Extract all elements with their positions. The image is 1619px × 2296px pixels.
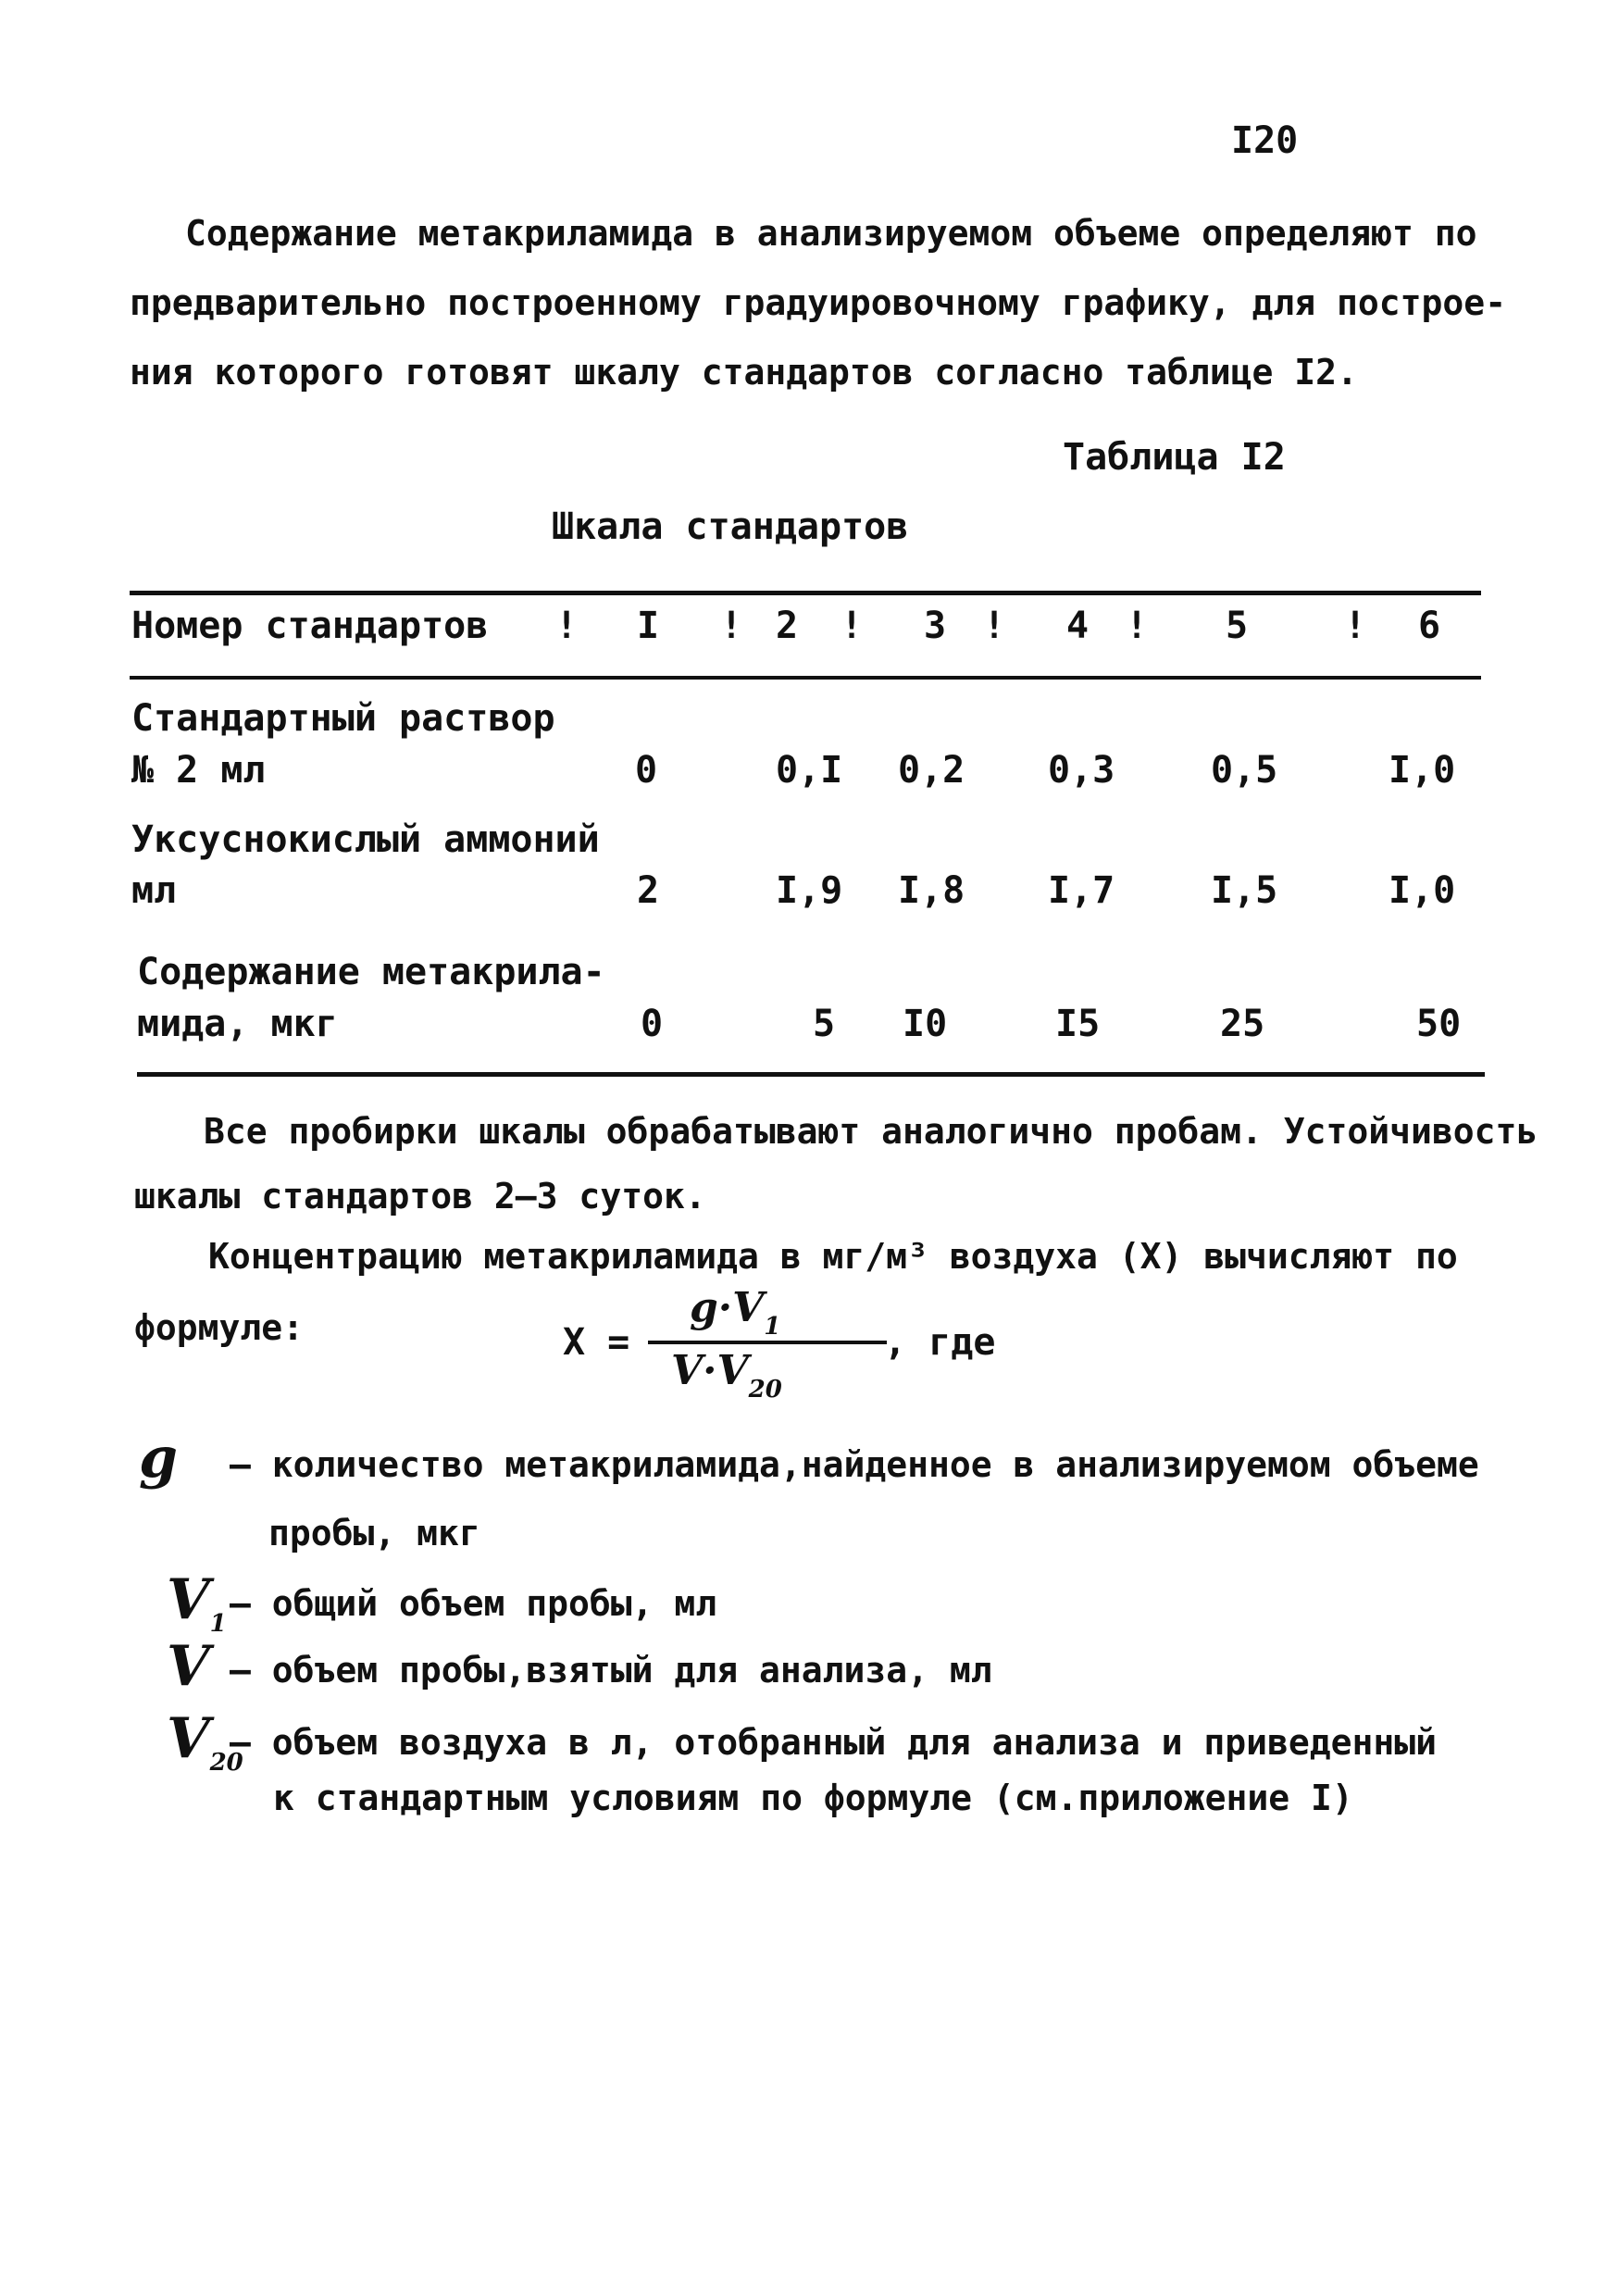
table-cell: I,7 (1048, 869, 1115, 912)
table-cell: I,0 (1389, 869, 1456, 912)
header-number: I (637, 605, 660, 647)
formula-denominator: $V\cdot V_{20}$ (671, 1347, 782, 1404)
legend-text: – общий объем пробы, мл (230, 1583, 717, 1624)
table-label: Таблица I2 (1063, 436, 1286, 479)
column-separator: ! (841, 605, 864, 647)
column-separator: ! (1344, 605, 1367, 647)
header-label: Номер стандартов (131, 605, 489, 647)
intro-line-1: Содержание метакриламида в анализируемом объеме определяют по (185, 213, 1477, 254)
fraction-bar (648, 1341, 887, 1344)
row-label: мида, мкг (137, 1003, 338, 1045)
header-number: 3 (924, 605, 947, 647)
concentration-line: Концентрацию метакриламида в мг/м³ воздуха (X) вычисляют по (208, 1236, 1458, 1277)
legend-text: – объем пробы,взятый для анализа, мл (230, 1650, 992, 1691)
variable-symbol: $V_1$ (167, 1567, 227, 1638)
after-line-2: шкалы стандартов 2–3 суток. (134, 1176, 706, 1217)
row-label: Уксуснокислый аммоний (131, 818, 600, 861)
formula-label: формуле: (134, 1307, 305, 1348)
table-top-rule (130, 591, 1481, 595)
variable-symbol: V (167, 1634, 210, 1699)
header-number: 6 (1418, 605, 1441, 647)
legend-text: – количество метакриламида,найденное в анализируемом объеме (230, 1444, 1479, 1485)
row-label: мл (131, 869, 177, 912)
column-separator: ! (1126, 605, 1149, 647)
legend-text: к стандартным условиям по формуле (см.приложение I) (273, 1778, 1353, 1818)
table-cell: 0,I (776, 749, 843, 792)
formula-numerator: $g\cdot V_1$ (690, 1284, 781, 1341)
header-number: 4 (1066, 605, 1090, 647)
formula-lhs: X = (563, 1321, 630, 1364)
table-cell: 2 (637, 869, 660, 912)
table-bottom-rule (137, 1072, 1485, 1077)
table-title: Шкала стандартов (552, 505, 909, 548)
table-cell: I,5 (1211, 869, 1278, 912)
variable-symbol: g (139, 1426, 178, 1491)
table-cell: 0 (635, 749, 658, 792)
column-separator: ! (720, 605, 743, 647)
header-number: 5 (1226, 605, 1249, 647)
table-cell: 50 (1416, 1003, 1462, 1045)
table-cell: 0 (641, 1003, 664, 1045)
row-label: № 2 мл (131, 749, 266, 792)
table-cell: I,8 (898, 869, 965, 912)
legend-text: пробы, мкг (268, 1513, 480, 1554)
table-cell: I,9 (776, 869, 843, 912)
intro-line-3: ния которого готовят шкалу стандартов согласно таблице I2. (130, 352, 1358, 393)
table-header-rule (130, 676, 1481, 680)
column-separator: ! (983, 605, 1006, 647)
table-cell: 0,5 (1211, 749, 1278, 792)
row-label: Стандартный раствор (131, 697, 555, 740)
variable-symbol: $V_{20}$ (167, 1706, 243, 1777)
header-number: 2 (776, 605, 799, 647)
table-cell: I,0 (1389, 749, 1456, 792)
page-number: I20 (1231, 119, 1299, 162)
after-line-1: Все пробирки шкалы обрабатывают аналогично пробам. Устойчивость (204, 1111, 1538, 1152)
table-cell: 0,3 (1048, 749, 1115, 792)
formula-suffix: , где (884, 1321, 996, 1364)
table-cell: 0,2 (898, 749, 965, 792)
column-separator: ! (555, 605, 579, 647)
intro-line-2: предварительно построенному градуировочному графику, для построе- (130, 282, 1507, 323)
row-label: Содержание метакрила- (137, 951, 605, 993)
table-cell: I5 (1055, 1003, 1101, 1045)
table-cell: 5 (813, 1003, 836, 1045)
table-cell: I0 (903, 1003, 948, 1045)
table-cell: 25 (1220, 1003, 1265, 1045)
legend-text: – объем воздуха в л, отобранный для анализа и приведенный (230, 1722, 1438, 1763)
